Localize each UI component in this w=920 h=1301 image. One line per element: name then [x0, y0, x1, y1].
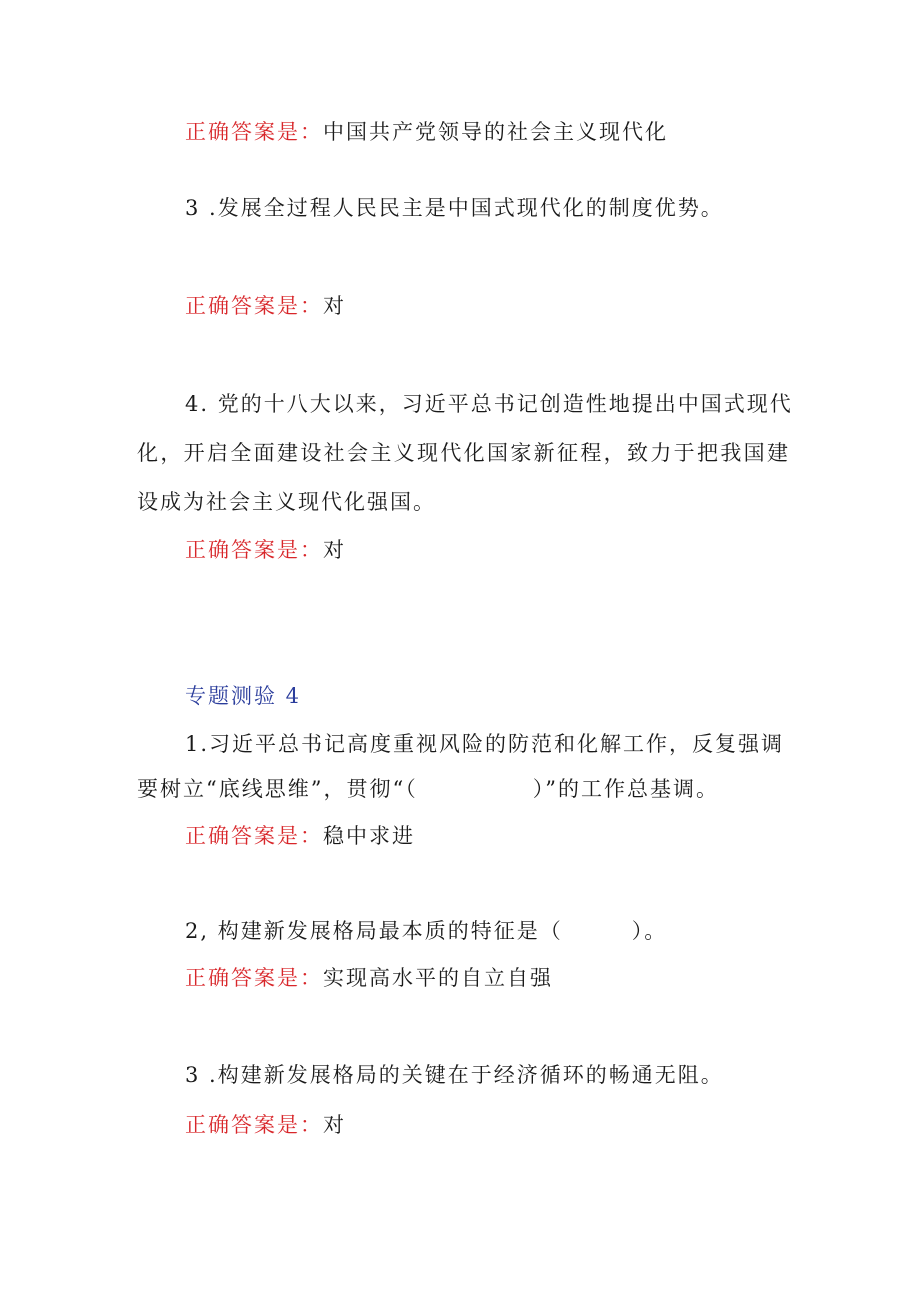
- answer-value: 对: [323, 1113, 346, 1137]
- answer-label: 正确答案是：: [185, 824, 323, 848]
- answer-line: [185, 823, 415, 849]
- answer-line: [185, 965, 553, 991]
- question-text: 2, 构建新发展格局最本质的特征是（ ）。: [185, 919, 668, 943]
- question-text: 3 .构建新发展格局的关键在于经济循环的畅通无阻。: [185, 1063, 724, 1087]
- question-text: 要树立“底线思维”，贯彻“（ ）”的工作总基调。: [137, 777, 719, 801]
- answer-line: [185, 537, 346, 563]
- answer-value: 中国共产党领导的社会主义现代化: [323, 120, 668, 144]
- answer-label: 正确答案是：: [185, 120, 323, 144]
- answer-label: 正确答案是：: [185, 538, 323, 562]
- answer-line: [185, 293, 346, 319]
- answer-value: 实现高水平的自立自强: [323, 966, 553, 990]
- answer-line: [185, 1112, 346, 1138]
- question-text: 1.习近平总书记高度重视风险的防范和化解工作，反复强调: [185, 732, 785, 756]
- answer-line: [185, 119, 668, 145]
- answer-label: 正确答案是：: [185, 294, 323, 318]
- answer-label: 正确答案是：: [185, 1113, 323, 1137]
- answer-label: 正确答案是：: [185, 966, 323, 990]
- answer-value: 对: [323, 538, 346, 562]
- answer-value: 对: [323, 294, 346, 318]
- answer-value: 稳中求进: [323, 824, 415, 848]
- section-title: 专题测验 4: [185, 684, 302, 708]
- question-text: 设成为社会主义现代化强国。: [137, 490, 436, 514]
- question-text: 3 .发展全过程人民民主是中国式现代化的制度优势。: [185, 196, 724, 220]
- question-text: 化，开启全面建设社会主义现代化国家新征程，致力于把我国建: [137, 441, 790, 465]
- question-text: 4. 党的十八大以来，习近平总书记创造性地提出中国式现代: [185, 392, 793, 416]
